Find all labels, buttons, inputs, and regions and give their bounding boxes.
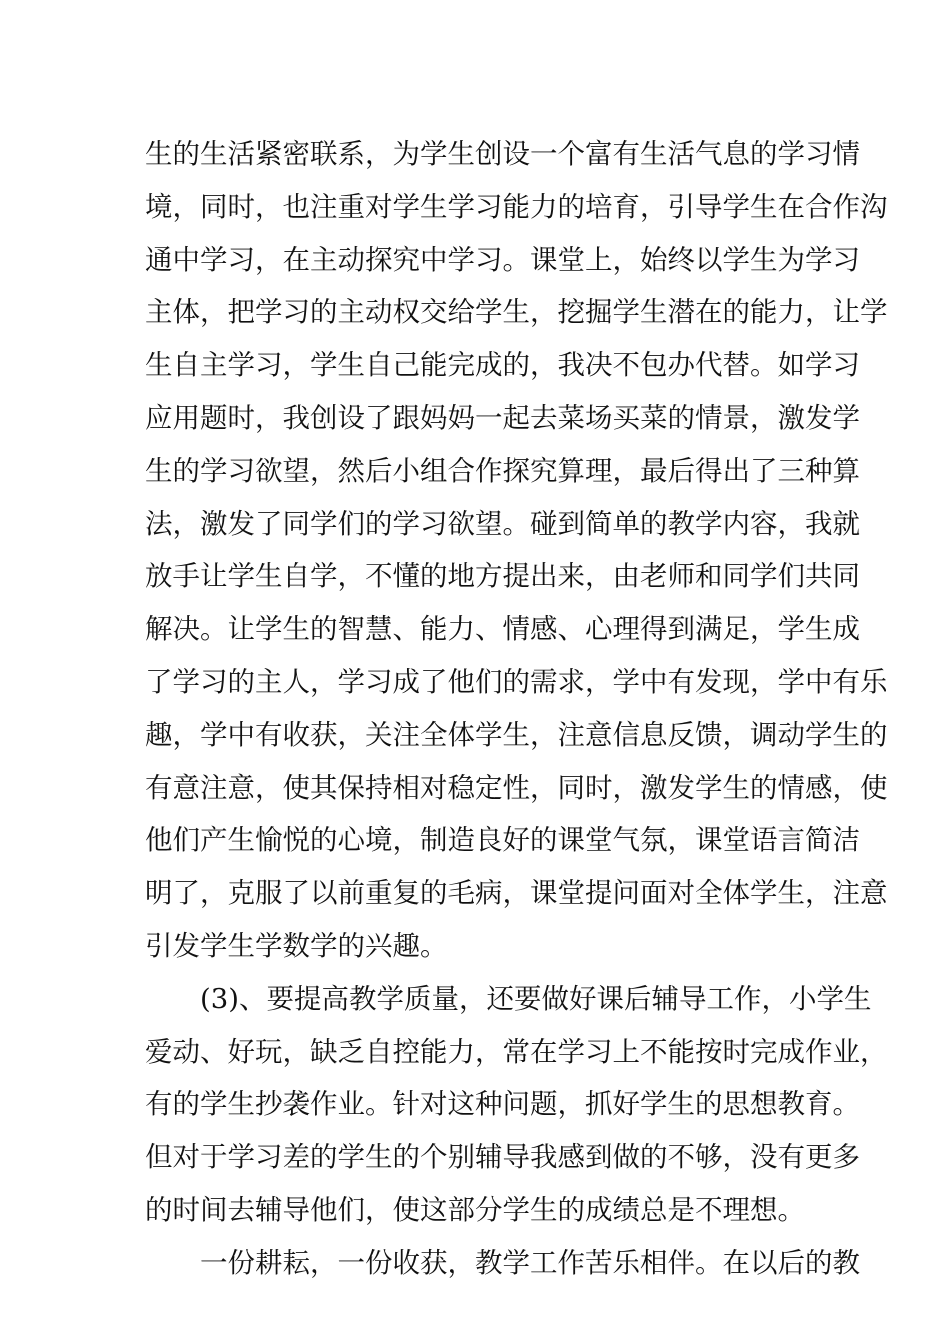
- text-line: 生的生活紧密联系，为学生创设一个富有生活气息的学习情: [145, 138, 860, 170]
- text-line: 爱动、好玩，缺乏自控能力，常在学习上不能按时完成作业，: [145, 1035, 888, 1068]
- document-body: [145, 128, 888, 1290]
- text-line: 的时间去辅导他们，使这部分学生的成绩总是不理想。: [145, 1193, 805, 1226]
- text-line: 趣，学中有收获，关注全体学生，注意信息反馈，调动学生的: [145, 718, 888, 751]
- text-line: 应用题时，我创设了跟妈妈一起去菜场买菜的情景，激发学: [145, 401, 860, 434]
- text-line: 生的学习欲望，然后小组合作探究算理，最后得出了三种算: [145, 454, 860, 487]
- text-line: 解决。让学生的智慧、能力、情感、心理得到满足，学生成: [145, 613, 860, 646]
- text-line: 境，同时，也注重对学生学习能力的培育，引导学生在合作沟: [145, 190, 888, 223]
- text-line: 了学习的主人，学习成了他们的需求，学中有发现，学中有乐: [145, 665, 888, 698]
- text-line: 生自主学习，学生自己能完成的，我决不包办代替。如学习: [145, 349, 860, 382]
- paragraph-start-line: 一份耕耘，一份收获，教学工作苦乐相伴。在以后的教: [200, 1246, 860, 1279]
- text-line: 引发学生学数学的兴趣。: [145, 929, 448, 962]
- text-line: 通中学习，在主动探究中学习。课堂上，始终以学生为学习: [145, 243, 860, 276]
- text-line: 但对于学习差的学生的个别辅导我感到做的不够，没有更多: [145, 1141, 860, 1174]
- paragraph-start-line: (3)、要提高教学质量，还要做好课后辅导工作，小学生: [200, 982, 872, 1015]
- text-line: 主体，把学习的主动权交给学生，挖掘学生潜在的能力，让学: [145, 296, 888, 329]
- text-line: 他们产生愉悦的心境，制造良好的课堂气氛，课堂语言简洁: [145, 824, 860, 857]
- text-line: 有意注意，使其保持相对稳定性，同时，激发学生的情感，使: [145, 771, 888, 804]
- text-line: 有的学生抄袭作业。针对这种问题，抓好学生的思想教育。: [145, 1088, 860, 1121]
- text-line: 明了，克服了以前重复的毛病，课堂提问面对全体学生，注意: [145, 877, 888, 910]
- text-line: 放手让学生自学，不懂的地方提出来，由老师和同学们共同: [145, 560, 860, 593]
- text-line: 法，激发了同学们的学习欲望。碰到简单的教学内容，我就: [145, 507, 860, 540]
